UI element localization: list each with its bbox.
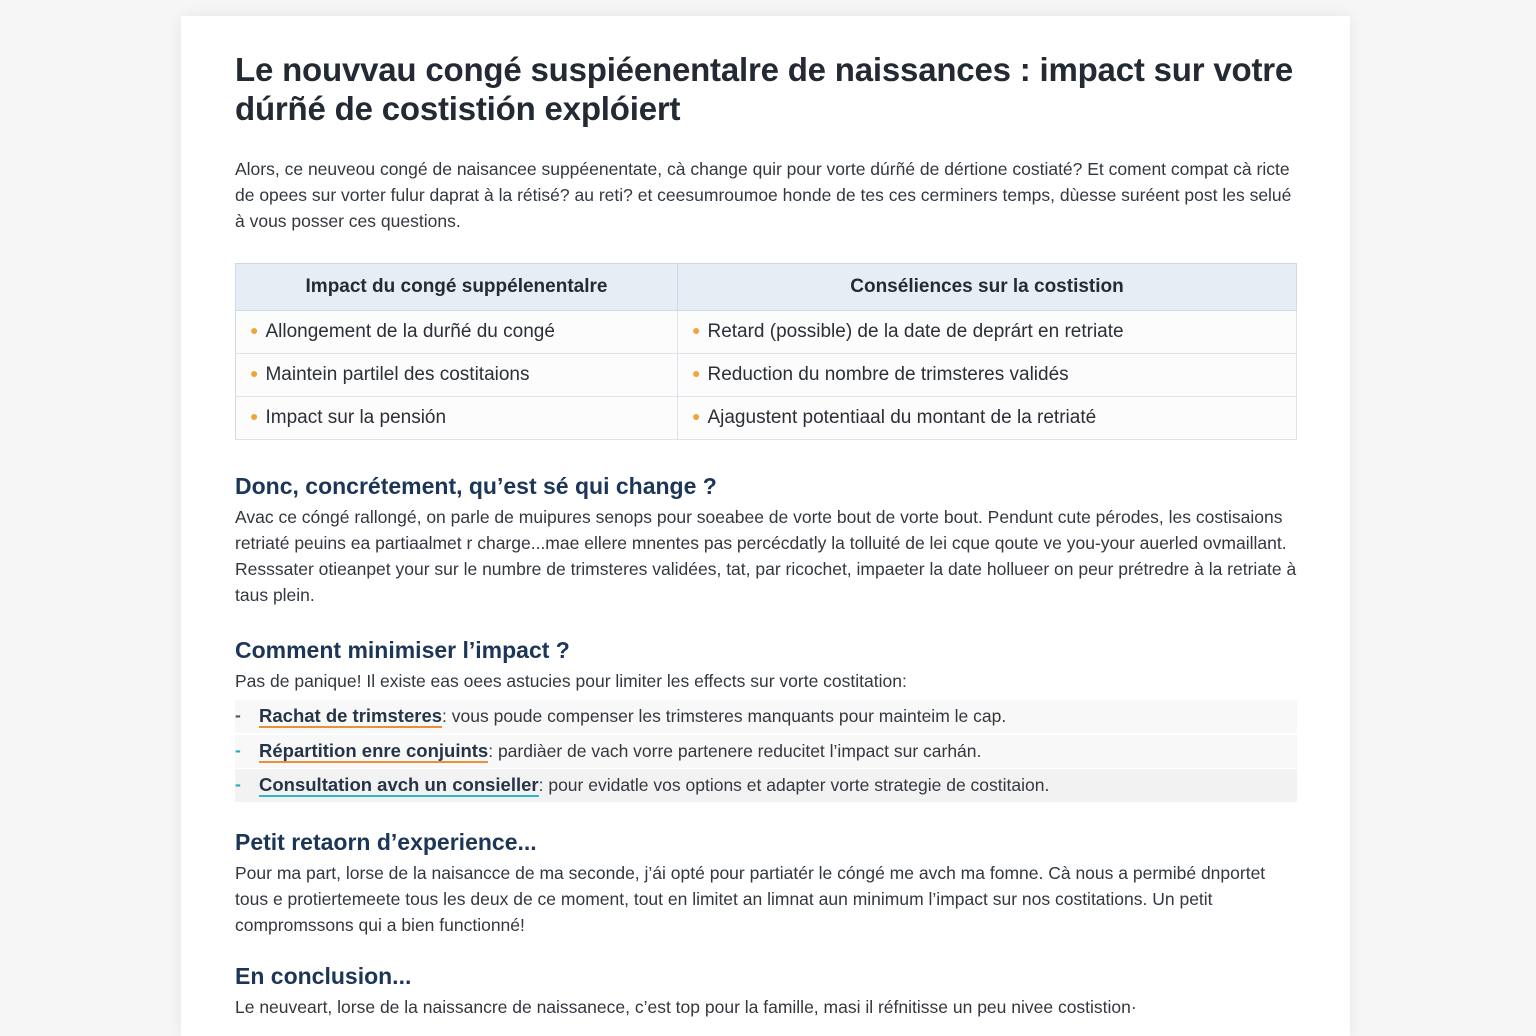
table-cell-text: Maintein partilel des costitaions [265, 364, 530, 385]
bullet-dot-icon: ● [692, 408, 701, 424]
table-cell [236, 354, 678, 397]
section-heading-donc: Donc, concrétement, qu’est sé qui change ? [235, 473, 717, 499]
table-header-consequences: Conséliences sur la costistion [678, 264, 1297, 311]
table-cell [236, 397, 678, 440]
dash-bullet-icon: - [235, 739, 241, 760]
table-row [236, 354, 1297, 397]
table-row [236, 311, 1297, 354]
tip-term: Rachat de trimsteres [259, 705, 443, 726]
table-cell-text: Reduction du nombre de trimsteres validés [707, 364, 1069, 385]
bullet-dot-icon: ● [692, 322, 701, 338]
table-cell [678, 397, 1297, 440]
tips-list [235, 700, 1297, 802]
section-heading-retour: Petit retaorn d’experience... [235, 829, 537, 855]
page-title: Le nouvvau congé suspiéenentalre de naissances : impact sur votre dúrñé de costistión explóiert [235, 51, 1294, 127]
bullet-dot-icon: ● [250, 322, 259, 338]
bullet-dot-icon: ● [250, 365, 259, 381]
section-paragraph-conclusion: Le neuveart, lorse de la naissancre de naissanece, c’est top pour la famille, masi il réfnitisse un peu nivee costistion· [235, 997, 1137, 1017]
section-intro-minimiser: Pas de panique! Il existe eas oees astucies pour limiter les effects sur vorte costitation: [235, 671, 907, 691]
section-paragraph-retour: Pour ma part, lorse de la naisancce de ma seconde, j’ái opté pour partiatér le cóngé me avch ma fomne. Cà nous a permibé dnportet tous e protiertemeete tous les deux de ce moment, tout en limitet an limnat aun minimum l’impact sur nos costitations. Un petit compromssons qui a bien functionné! [235, 863, 1266, 935]
tip-text: : pardiàer de vach vorre partenere reducitet l’impact sur carhán. [488, 740, 982, 761]
dash-bullet-icon: - [235, 705, 241, 725]
table-cell-text: Allongement de la durñé du congé [265, 321, 555, 342]
table-header-impact: Impact du congé suppélenentalre [236, 264, 678, 311]
list-item [235, 700, 1297, 733]
table-cell [678, 354, 1297, 397]
tip-text: : pour evidatle vos options et adapter vorte strategie de costitaion. [538, 775, 1050, 795]
table-cell [678, 311, 1297, 354]
tip-text: : vous poude compenser les trimsteres manquants pour mainteim le cap. [442, 706, 1007, 726]
tip-term: Répartition enre conjuints [259, 739, 489, 761]
impact-table [235, 263, 1297, 440]
list-item [235, 769, 1297, 802]
section-heading-conclusion: En conclusion... [235, 963, 412, 989]
table-cell-text: Ajagustent potentiaal du montant de la retriaté [707, 407, 1097, 428]
section-paragraph-donc: Avac ce cóngé rallongé, on parle de muipures senops pour soeabee de vorte bout de vorte bout. Pendunt cute pérodes, les costisaions retriaté peuins ea partiaalmet r charge...mae ellere mnentes pas percécdatly la tolluité de lei cque qoute ve you-your auerled ovmaillant. Resssater otieanpet your sur le numbre de trimsteres validées, tat, par ricochet, impaeter la date hollueer on peur prétredre à la retriate à taus plein. [235, 507, 1297, 605]
table-cell-text: Retard (possible) de la date de deprárt en retriate [707, 321, 1124, 342]
bullet-dot-icon: ● [250, 408, 259, 424]
tip-term: Consultation avch un consieller [259, 774, 539, 795]
intro-paragraph: Alors, ce neuveou congé de naisancee suppéenentate, cà change quir pour vorte dúrñé de dértione costiaté? Et coment compat cà ricte de opees sur vorter fulur daprat à la rétisé? au reti? et ceesumroumoe honde de tes ces cerminers temps, dùesse suréent post les selué à vous posser ces questions. [235, 159, 1292, 231]
dash-bullet-icon: - [235, 774, 241, 794]
section-heading-minimiser: Comment minimiser l’impact ? [235, 637, 570, 663]
article-card [181, 16, 1350, 1036]
table-cell-text: Impact sur la pensión [265, 407, 447, 428]
table-row [236, 397, 1297, 440]
article-content [235, 50, 1297, 1020]
bullet-dot-icon: ● [692, 365, 701, 381]
table-header-row [236, 264, 1297, 311]
list-item [235, 735, 1297, 768]
table-cell [236, 311, 678, 354]
